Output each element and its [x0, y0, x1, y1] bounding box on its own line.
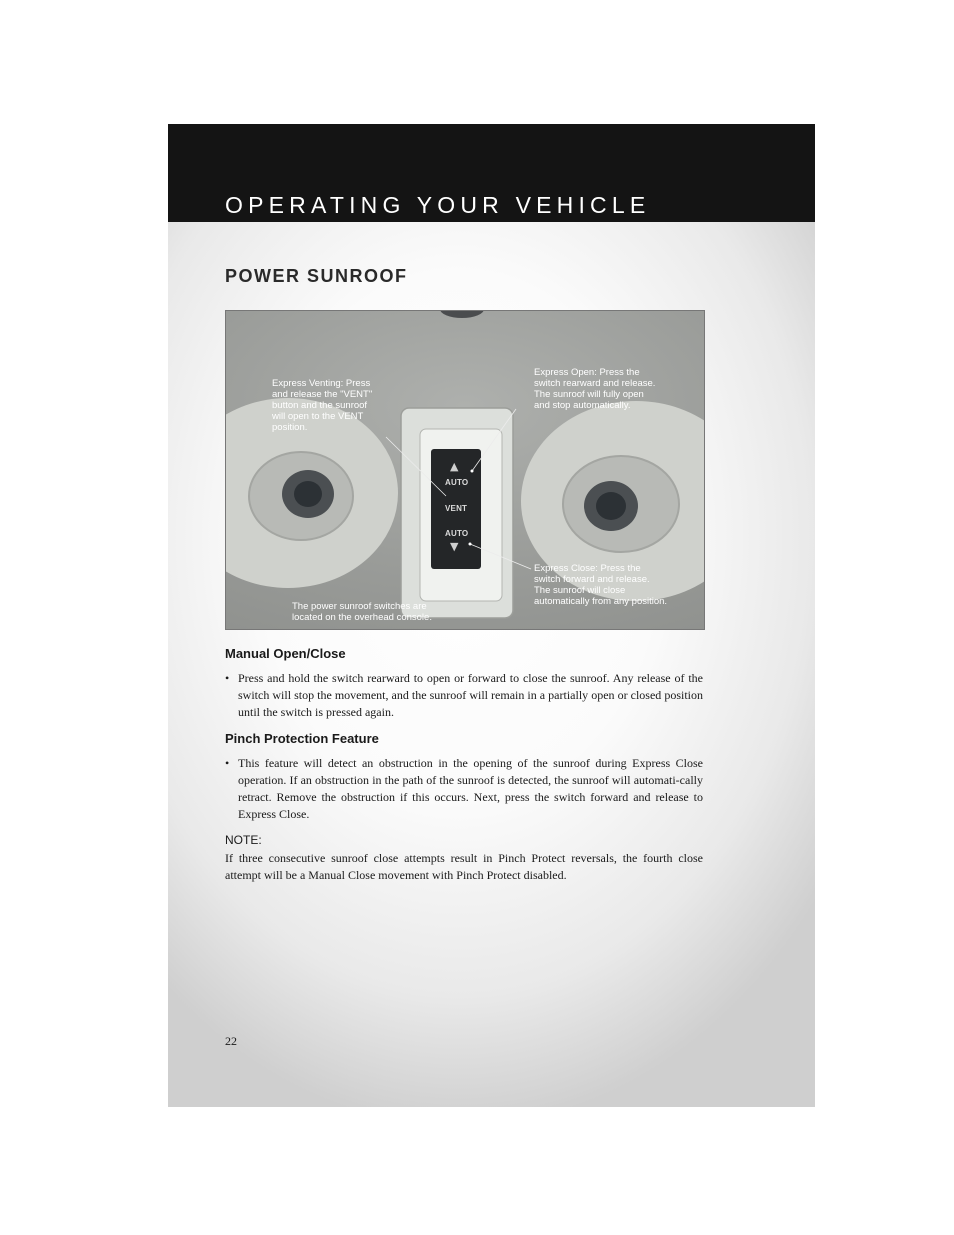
switch-label-auto-bottom: AUTO: [445, 529, 469, 538]
right-lamp-lens: [596, 492, 626, 520]
note-label: NOTE:: [225, 833, 262, 847]
callout-express-venting: Express Venting: Press and release the "VENT" button and the sunroof will open to the VENT position.: [272, 378, 373, 433]
sunroof-switch-photo: [225, 310, 705, 630]
callout-switch-location: The power sunroof switches are located on the overhead console.: [292, 601, 432, 623]
header-band: [168, 124, 815, 222]
open-leader-dot: [471, 470, 474, 473]
switch-label-auto-top: AUTO: [445, 478, 469, 487]
manual-page: [168, 124, 815, 1107]
bullet-pinch-protection: [225, 755, 703, 823]
subhead-manual-open-close: Manual Open/Close: [225, 646, 346, 661]
section-title: OPERATING YOUR VEHICLE: [225, 192, 651, 218]
subhead-pinch-protection: Pinch Protection Feature: [225, 731, 379, 746]
page-heading: POWER SUNROOF: [225, 266, 408, 286]
left-lamp-lens: [294, 481, 322, 507]
bullet-dot: •: [225, 671, 230, 685]
top-knob: [440, 311, 484, 318]
note-text: If three consecutive sunroof close attempts result in Pinch Protect reversals, the fourth close attempt will be a Manual Close movement with Pinch Protect disabled.: [225, 851, 703, 882]
bullet-dot: •: [225, 756, 230, 770]
callout-express-close: Express Close: Press the switch forward and release. The sunroof will close automatically from any position.: [534, 563, 668, 607]
switch-label-vent: VENT: [445, 504, 468, 513]
close-leader-dot: [469, 543, 472, 546]
bullet-manual-open-close: [225, 670, 703, 721]
bullet-text: Press and hold the switch rearward to open or forward to close the sunroof. Any release of the switch will stop the movement, and the sunroof will remain in a partially open or closed position until the switch is pressed again.: [238, 671, 703, 719]
arrow-down-icon: ▼: [450, 540, 459, 553]
bullet-text: This feature will detect an obstruction in the opening of the sunroof during Express Close operation. If an obstruction in the path of the sunroof is detected, the sunroof will automati-cally retract. Remove the obstruction if this occurs. Next, press the switch forward and release to Express Close.: [238, 756, 703, 821]
arrow-up-icon: ▲: [450, 460, 459, 473]
page-number: 22: [225, 1034, 237, 1048]
callout-express-open: Express Open: Press the switch rearward and release. The sunroof will fully open and stop automatically.: [534, 367, 656, 411]
